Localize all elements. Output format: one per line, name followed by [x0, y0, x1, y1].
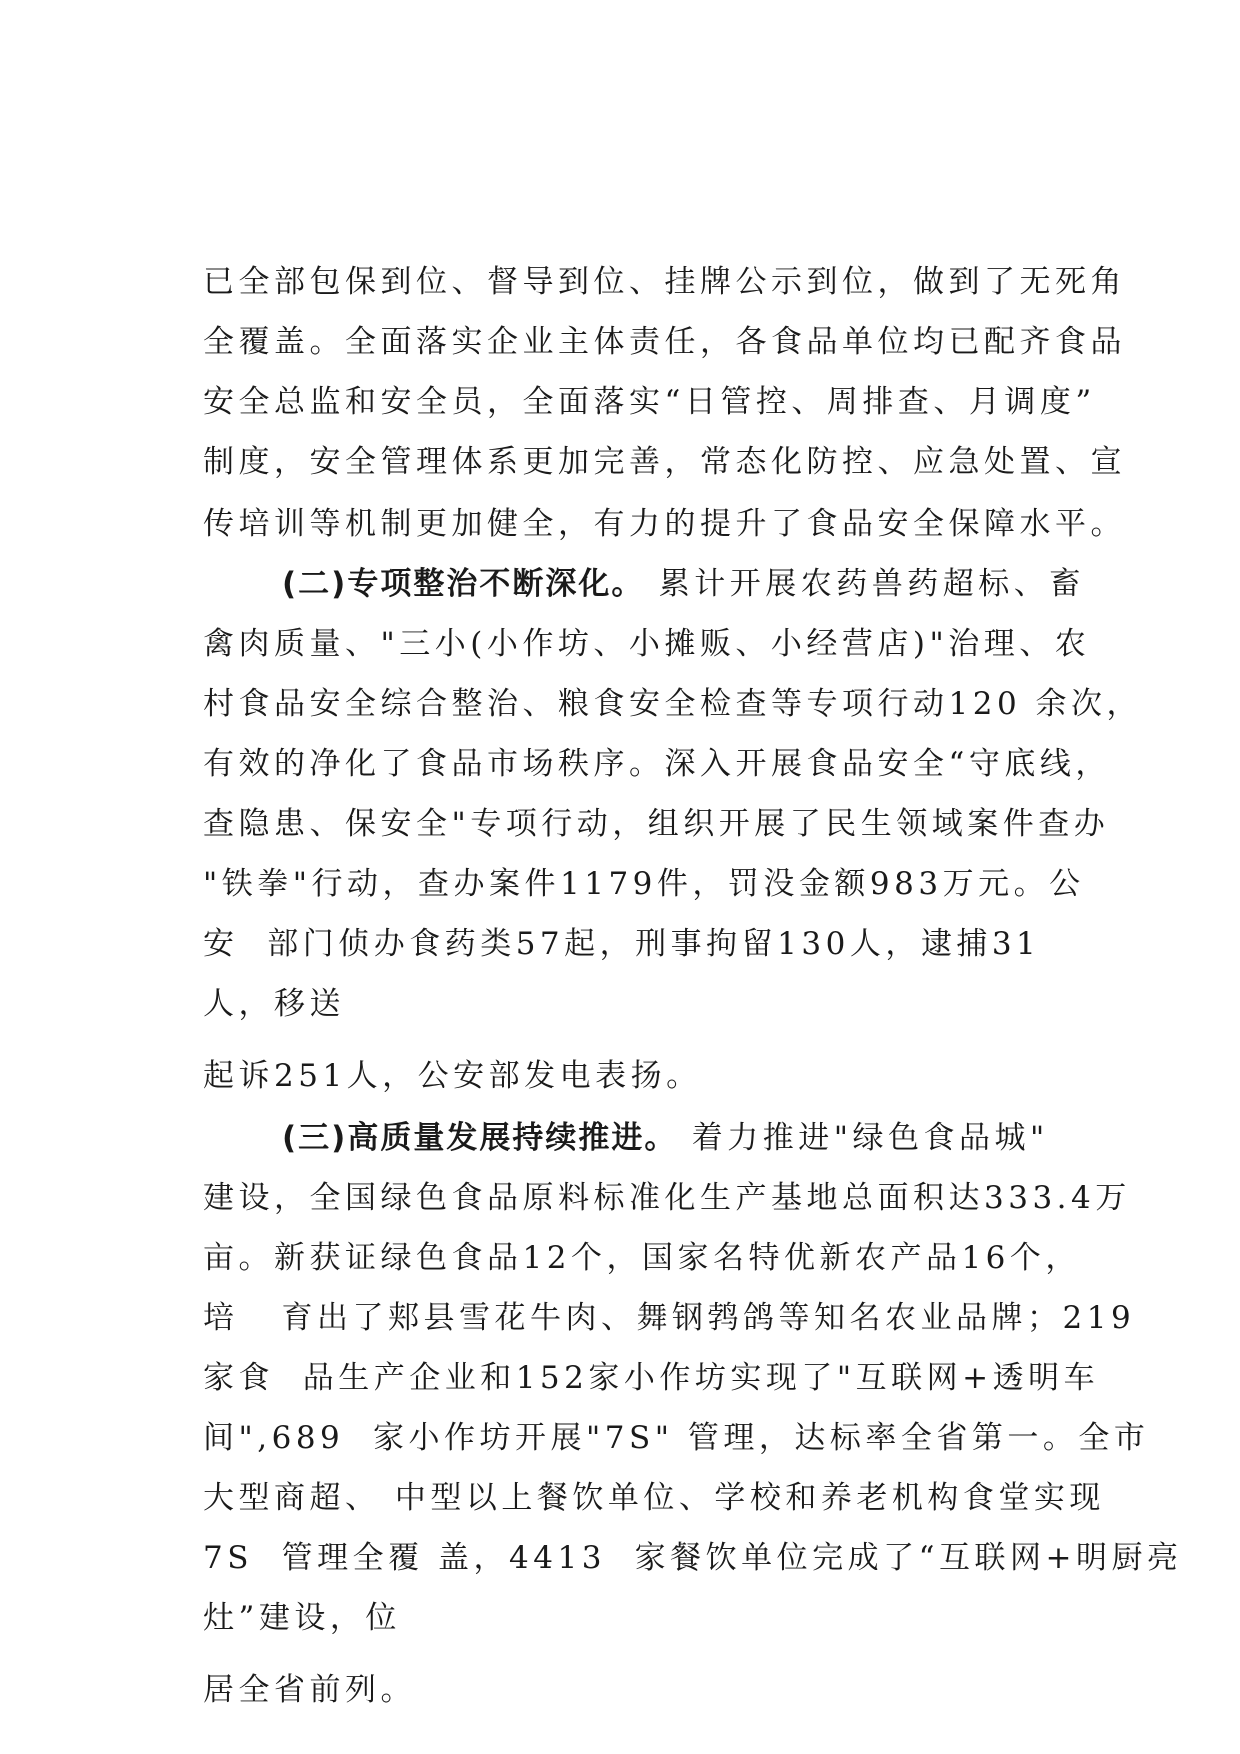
- paragraph-line: 安全总监和安全员，全面落实“日管控、周排查、月调度”: [203, 384, 1096, 420]
- section-heading-line: [282, 1118, 1049, 1158]
- paragraph-line: 7S 管理全覆 盖，4413 家餐饮单位完成了“互联网+明厨亮: [203, 1540, 1183, 1576]
- paragraph-line: 安 部门侦办食药类57起，刑事拘留130人，逮捕31: [203, 926, 1041, 962]
- paragraph-line: 起诉251人，公安部发电表扬。: [203, 1058, 702, 1094]
- paragraph-line: 大型商超、 中型以上餐饮单位、学校和养老机构食堂实现: [203, 1480, 1105, 1516]
- paragraph-line: 培 育出了郏县雪花牛肉、舞钢鹁鸽等知名农业品牌；219: [203, 1300, 1136, 1336]
- paragraph-line: 查隐患、保安全"专项行动，组织开展了民生领域案件查办: [203, 806, 1110, 842]
- paragraph-line: 村食品安全综合整治、粮食安全检查等专项行动120 余次，: [203, 686, 1143, 722]
- paragraph-line: 间",689 家小作坊开展"7S" 管理，达标率全省第一。全市: [203, 1420, 1150, 1456]
- paragraph-line: 全覆盖。全面落实企业主体责任，各食品单位均已配齐食品: [203, 324, 1126, 360]
- paragraph-line: "铁拳"行动，查办案件1179件，罚没金额983万元。公: [203, 866, 1085, 902]
- section-first-line-text: 累计开展农药兽药超标、畜: [644, 566, 1085, 602]
- section-first-line-text: 着力推进"绿色食品城": [677, 1120, 1049, 1156]
- paragraph-line: 人，移送: [203, 986, 345, 1022]
- paragraph-line: 传培训等机制更加健全，有力的提升了食品安全保障水平。: [203, 506, 1126, 542]
- paragraph-line: 已全部包保到位、督导到位、挂牌公示到位，做到了无死角: [203, 264, 1126, 300]
- section-heading: (二)专项整治不断深化。: [282, 566, 645, 602]
- section-heading-line: [282, 564, 1085, 604]
- paragraph-line: 制度，安全管理体系更加完善，常态化防控、应急处置、宣: [203, 444, 1126, 480]
- section-heading: (三)高质量发展持续推进。: [282, 1120, 678, 1156]
- paragraph-line: 建设，全国绿色食品原料标准化生产基地总面积达333.4万: [203, 1180, 1131, 1216]
- paragraph-line: 家食 品生产企业和152家小作坊实现了"互联网+透明车: [203, 1360, 1100, 1396]
- paragraph-line: 亩。新获证绿色食品12个，国家名特优新农产品16个，: [203, 1240, 1081, 1276]
- paragraph-line: 居全省前列。: [203, 1672, 416, 1708]
- paragraph-line: 有效的净化了食品市场秩序。深入开展食品安全“守底线，: [203, 746, 1111, 782]
- paragraph-line: 禽肉质量、"三小(小作坊、小摊贩、小经营店)"治理、农: [203, 626, 1091, 662]
- paragraph-line: 灶”建设，位: [203, 1600, 401, 1636]
